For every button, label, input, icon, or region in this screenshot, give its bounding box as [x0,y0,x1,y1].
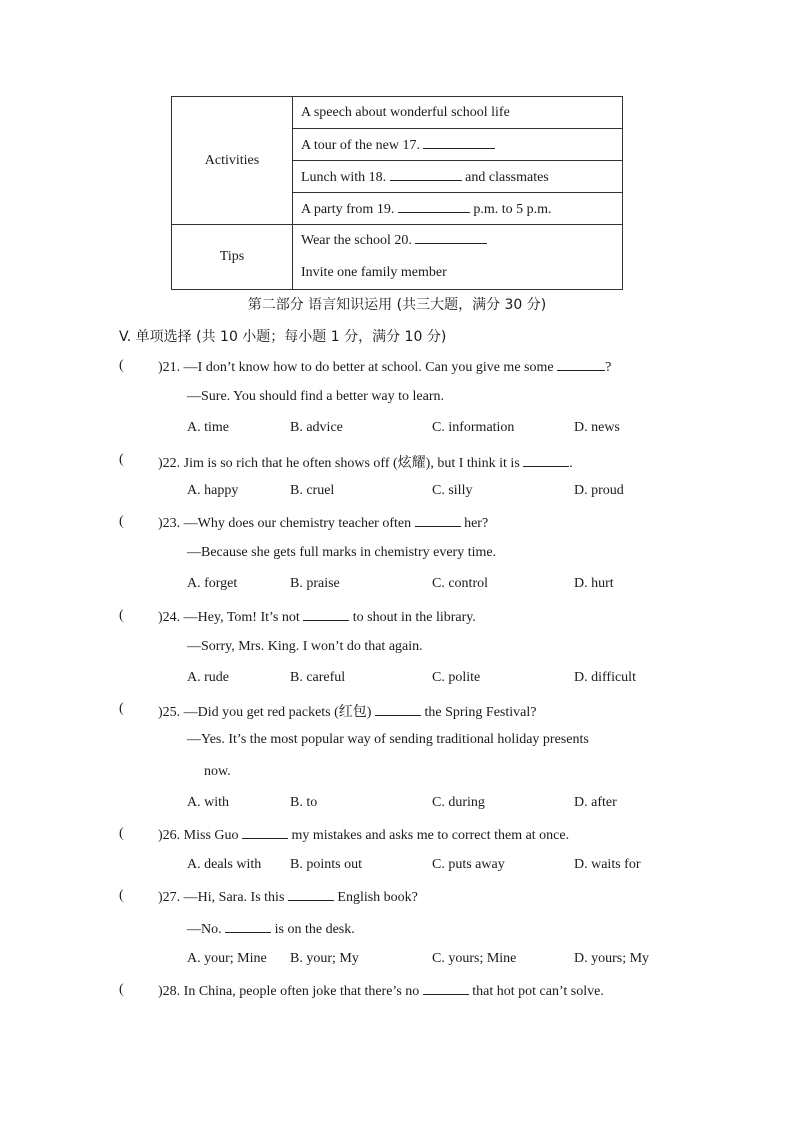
activity-row: A speech about wonderful school life [293,97,623,129]
answer-blank[interactable] [375,703,421,716]
option-a[interactable]: A. time [187,420,229,435]
option-d[interactable]: D. hurt [574,576,614,591]
option-c[interactable]: C. during [432,795,485,810]
section-title: V. 单项选择 (共 10 小题；每小题 1 分，满分 10 分) [119,329,447,345]
activities-label: Activities [172,97,293,225]
activity-row: Lunch with 18. and classmates [293,161,623,193]
option-b[interactable]: B. your; My [290,951,359,966]
answer-blank[interactable] [242,826,288,839]
option-d[interactable]: D. difficult [574,670,636,685]
option-d[interactable]: D. after [574,795,617,810]
option-a[interactable]: A. rude [187,670,229,685]
option-d[interactable]: D. yours; My [574,951,650,966]
answer-paren[interactable]: ( [119,701,124,716]
option-c[interactable]: C. control [432,576,488,591]
option-b[interactable]: B. careful [290,670,346,685]
option-c[interactable]: C. polite [432,670,481,685]
option-c[interactable]: C. information [432,420,515,435]
answer-blank[interactable] [557,358,605,371]
option-a[interactable]: A. deals with [187,857,262,872]
exam-page: Activities A speech about wonderful school life A tour of the new 17. Lunch with 18. and classmates A party from 19. p.m. to 5 p.m. Tips Wear the school 20. Invite one family member 第二部分 语言知识运用 (共三大题，满分 30 分) V. 单项选择 (共 10 小题；每小题 1 分，满分 10 分) ( )21. —I don’t know how to do better at school. Can you give me some ? —Sure. You should find a better way to learn. A. time B. advice C. information D. news ( )22. Jim is so rich that he often shows off (炫耀), but I think it is . A. happy B. cruel C. silly D. proud ( )23. —Why does our chemistry teacher often her? —Because she gets full marks in chemistry every time. A. forget B. praise C. control D. hurt ( )24. —Hey, Tom! It’s not to shout in the library. —Sorry, Mrs. King. I won’t do that again. A. rude B. careful C. polite D. difficult ( )25. —Did you get red packets (红包) the Spring Festival? —Yes. It’s the most popular way of sending traditional holiday presents now. A. with B. to C. during D. after ( )26. Miss Guo my mistakes and asks me to correct them at once. A. deals with B. points out C. puts away D. waits for ( )27. —Hi, Sara. Is this English book? —No. is on the desk. A. your; Mine B. your; My C. yours; Mine D. yours; My ( )28. In China, people often joke that there’s no that hot pot can’t solve. [0,0,794,1123]
answer-paren[interactable]: ( [119,514,124,529]
answer-paren[interactable]: ( [119,888,124,903]
answer-paren[interactable]: ( [119,826,124,841]
answer-paren[interactable]: ( [119,608,124,623]
answer-blank[interactable] [415,514,461,527]
dialogue-line: —Because she gets full marks in chemistry every time. [187,545,497,560]
dialogue-line: —No. is on the desk. [187,922,355,937]
answer-blank[interactable] [423,982,469,995]
option-a[interactable]: A. your; Mine [187,951,267,966]
dialogue-line: now. [204,764,231,779]
option-d[interactable]: D. waits for [574,857,641,872]
option-b[interactable]: B. cruel [290,483,335,498]
answer-paren[interactable]: ( [119,982,124,997]
answer-blank[interactable] [288,888,334,901]
option-c[interactable]: C. puts away [432,857,505,872]
option-c[interactable]: C. silly [432,483,473,498]
answer-blank[interactable] [423,136,495,149]
answer-blank[interactable] [390,168,462,181]
option-b[interactable]: B. to [290,795,318,810]
option-a[interactable]: A. happy [187,483,239,498]
dialogue-line: —Sorry, Mrs. King. I won’t do that again. [187,639,423,654]
option-c[interactable]: C. yours; Mine [432,951,517,966]
option-a[interactable]: A. forget [187,576,238,591]
part-title: 第二部分 语言知识运用 (共三大题，满分 30 分) [247,297,547,313]
activity-row: A tour of the new 17. [293,129,623,161]
option-b[interactable]: B. praise [290,576,340,591]
tip-row: Invite one family member [301,265,447,280]
answer-blank[interactable] [303,608,349,621]
answer-paren[interactable]: ( [119,358,124,373]
option-a[interactable]: A. with [187,795,229,810]
info-table [171,96,623,290]
answer-paren[interactable]: ( [119,452,124,467]
option-b[interactable]: B. points out [290,857,362,872]
option-b[interactable]: B. advice [290,420,343,435]
tips-label: Tips [172,225,293,290]
answer-blank[interactable] [523,454,569,467]
dialogue-line: —Yes. It’s the most popular way of sending traditional holiday presents [187,732,589,747]
dialogue-line: —Sure. You should find a better way to learn. [187,389,445,404]
tip-row: Wear the school 20. [301,225,614,257]
activity-row: A party from 19. p.m. to 5 p.m. [293,193,623,225]
answer-blank[interactable] [398,200,470,213]
answer-blank[interactable] [225,920,271,933]
answer-blank[interactable] [415,231,487,244]
tips-cell [293,225,623,290]
option-d[interactable]: D. proud [574,483,624,498]
option-d[interactable]: D. news [574,420,620,435]
